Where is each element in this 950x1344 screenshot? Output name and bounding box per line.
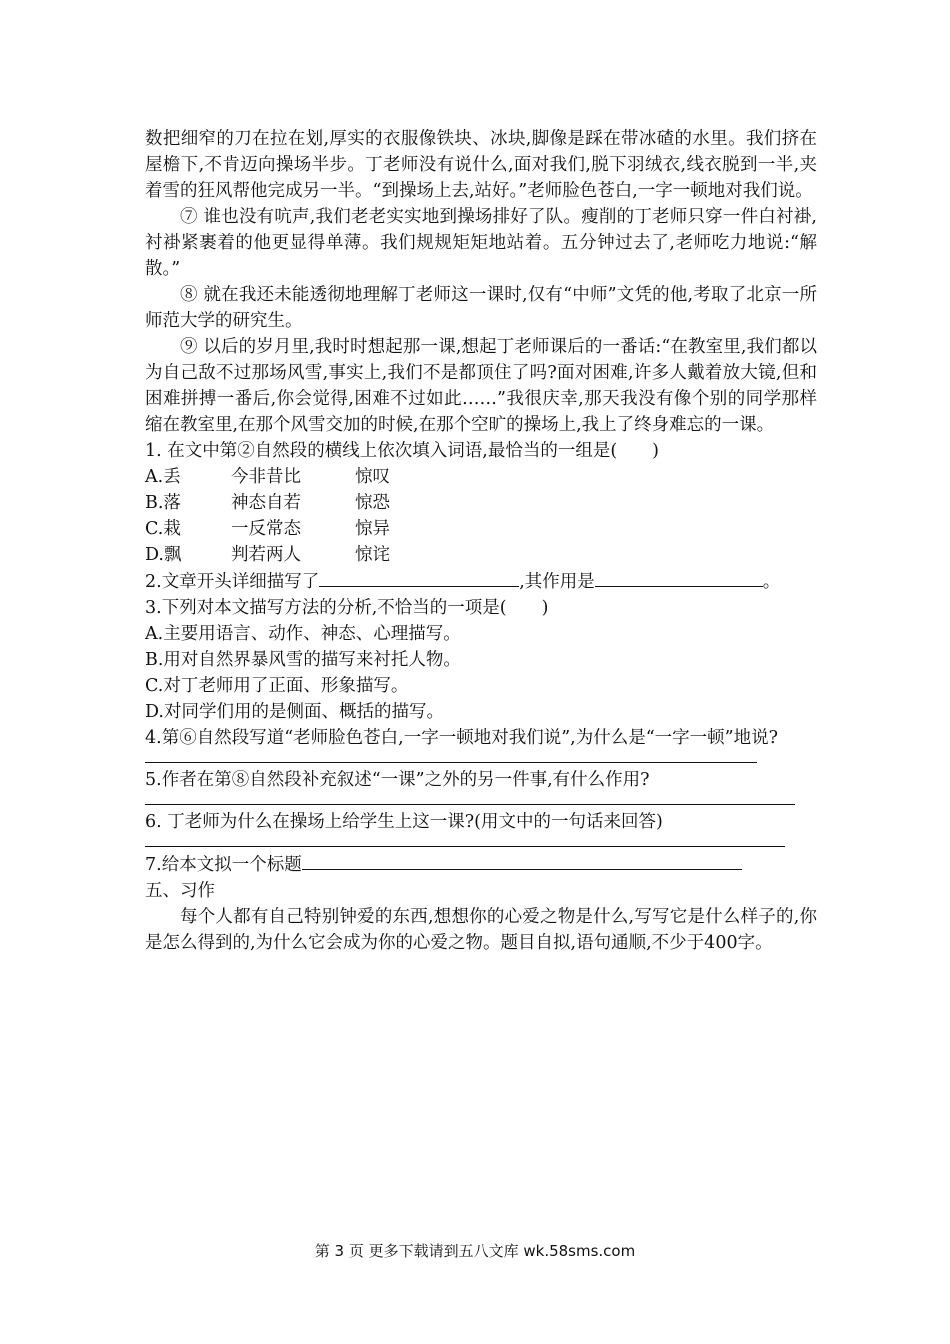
question-1-option-d bbox=[145, 542, 817, 568]
question-1-option-c bbox=[145, 516, 817, 542]
option-word-1: 神态自若 bbox=[231, 493, 301, 513]
question-3-option-d: D.对同学们用的是侧面、概括的描写。 bbox=[145, 702, 444, 722]
option-word-2: 惊恐 bbox=[355, 493, 390, 513]
question-2-part-b: ,其作用是 bbox=[519, 572, 595, 592]
question-1-option-b bbox=[145, 490, 817, 516]
question-2-part-c: 。 bbox=[762, 572, 781, 592]
question-2-blank-1[interactable] bbox=[319, 568, 519, 587]
option-word-1: 判若两人 bbox=[231, 545, 301, 565]
question-3-option-c: C.对丁老师用了正面、形象描写。 bbox=[145, 676, 409, 696]
section-5-title: 五、习作 bbox=[145, 881, 215, 901]
question-1-stem: 1. 在文中第②自然段的横线上依次填入词语,最恰当的一组是( ) bbox=[145, 441, 659, 461]
question-2 bbox=[145, 568, 817, 595]
option-letter: A.丢 bbox=[145, 467, 181, 487]
question-2-blank-2[interactable] bbox=[595, 568, 763, 587]
document-page bbox=[145, 126, 817, 956]
question-6-answer-line[interactable] bbox=[145, 845, 785, 847]
question-7-blank[interactable] bbox=[302, 851, 742, 870]
question-2-part-a: 2.文章开头详细描写了 bbox=[145, 572, 320, 592]
question-3-option-a: A.主要用语言、动作、神态、心理描写。 bbox=[145, 624, 461, 644]
question-4: 4.第⑥自然段写道“老师脸色苍白,一字一顿地对我们说”,为什么是“一字一顿”地说? bbox=[145, 728, 778, 748]
question-3-stem: 3.下列对本文描写方法的分析,不恰当的一项是( ) bbox=[145, 598, 549, 618]
question-6: 6. 丁老师为什么在操场上给学生上这一课?(用文中的一句话来回答) bbox=[145, 812, 663, 832]
question-7-stem: 7.给本文拟一个标题 bbox=[145, 855, 302, 875]
option-word-2: 惊诧 bbox=[355, 545, 390, 565]
option-word-1: 今非昔比 bbox=[231, 467, 301, 487]
question-7 bbox=[145, 851, 817, 878]
question-4-answer-line[interactable] bbox=[145, 761, 757, 763]
paragraph-8: ⑧ 就在我还未能透彻地理解丁老师这一课时,仅有“中师”文凭的他,考取了北京一所师范大学的研究生。 bbox=[145, 285, 817, 331]
question-3-option-b: B.用对自然界暴风雪的描写来衬托人物。 bbox=[145, 650, 461, 670]
paragraph-9: ⑨ 以后的岁月里,我时时想起那一课,想起丁老师课后的一番话:“在教室里,我们都以为自己敌不过那场风雪,事实上,我们不是都顶住了吗?面对困难,许多人戴着放大镜,但和困难拼搏一番后,你会觉得,困难不过如此……”我很庆幸,那天我没有像个别的同学那样缩在教室里,在那个风雪交加的时候,在那个空旷的操场上,我上了终身难忘的一课。 bbox=[145, 337, 817, 435]
page-footer: 第 3 页 更多下载请到五八文库 wk.58sms.com bbox=[314, 1242, 636, 1260]
paragraph-7: ⑦ 谁也没有吭声,我们老老实实地到操场排好了队。瘦削的丁老师只穿一件白衬褂,衬褂紧裹着的他更显得单薄。我们规规矩矩地站着。五分钟过去了,老师吃力地说:“解散。” bbox=[145, 207, 817, 279]
option-letter: C.栽 bbox=[145, 519, 181, 539]
paragraph-6-continued: 数把细窄的刀在拉在划,厚实的衣服像铁块、冰块,脚像是踩在带冰碴的水里。我们挤在屋檐下,不肯迈向操场半步。丁老师没有说什么,面对我们,脱下羽绒衣,线衣脱到一半,夹着雪的狂风帮他完成另一半。“到操场上去,站好。”老师脸色苍白,一字一顿地对我们说。 bbox=[145, 129, 817, 201]
section-5-text: 每个人都有自己特别钟爱的东西,想想你的心爱之物是什么,写写它是什么样子的,你是怎么得到的,为什么它会成为你的心爱之物。题目自拟,语句通顺,不少于400字。 bbox=[145, 907, 817, 953]
option-letter: B.落 bbox=[145, 493, 181, 513]
question-5-answer-line[interactable] bbox=[145, 803, 795, 805]
question-1-option-a bbox=[145, 464, 817, 490]
option-word-2: 惊叹 bbox=[355, 467, 390, 487]
option-word-2: 惊异 bbox=[355, 519, 390, 539]
option-letter: D.飘 bbox=[145, 545, 182, 565]
question-5: 5.作者在第⑧自然段补充叙述“一课”之外的另一件事,有什么作用? bbox=[145, 770, 650, 790]
option-word-1: 一反常态 bbox=[231, 519, 301, 539]
